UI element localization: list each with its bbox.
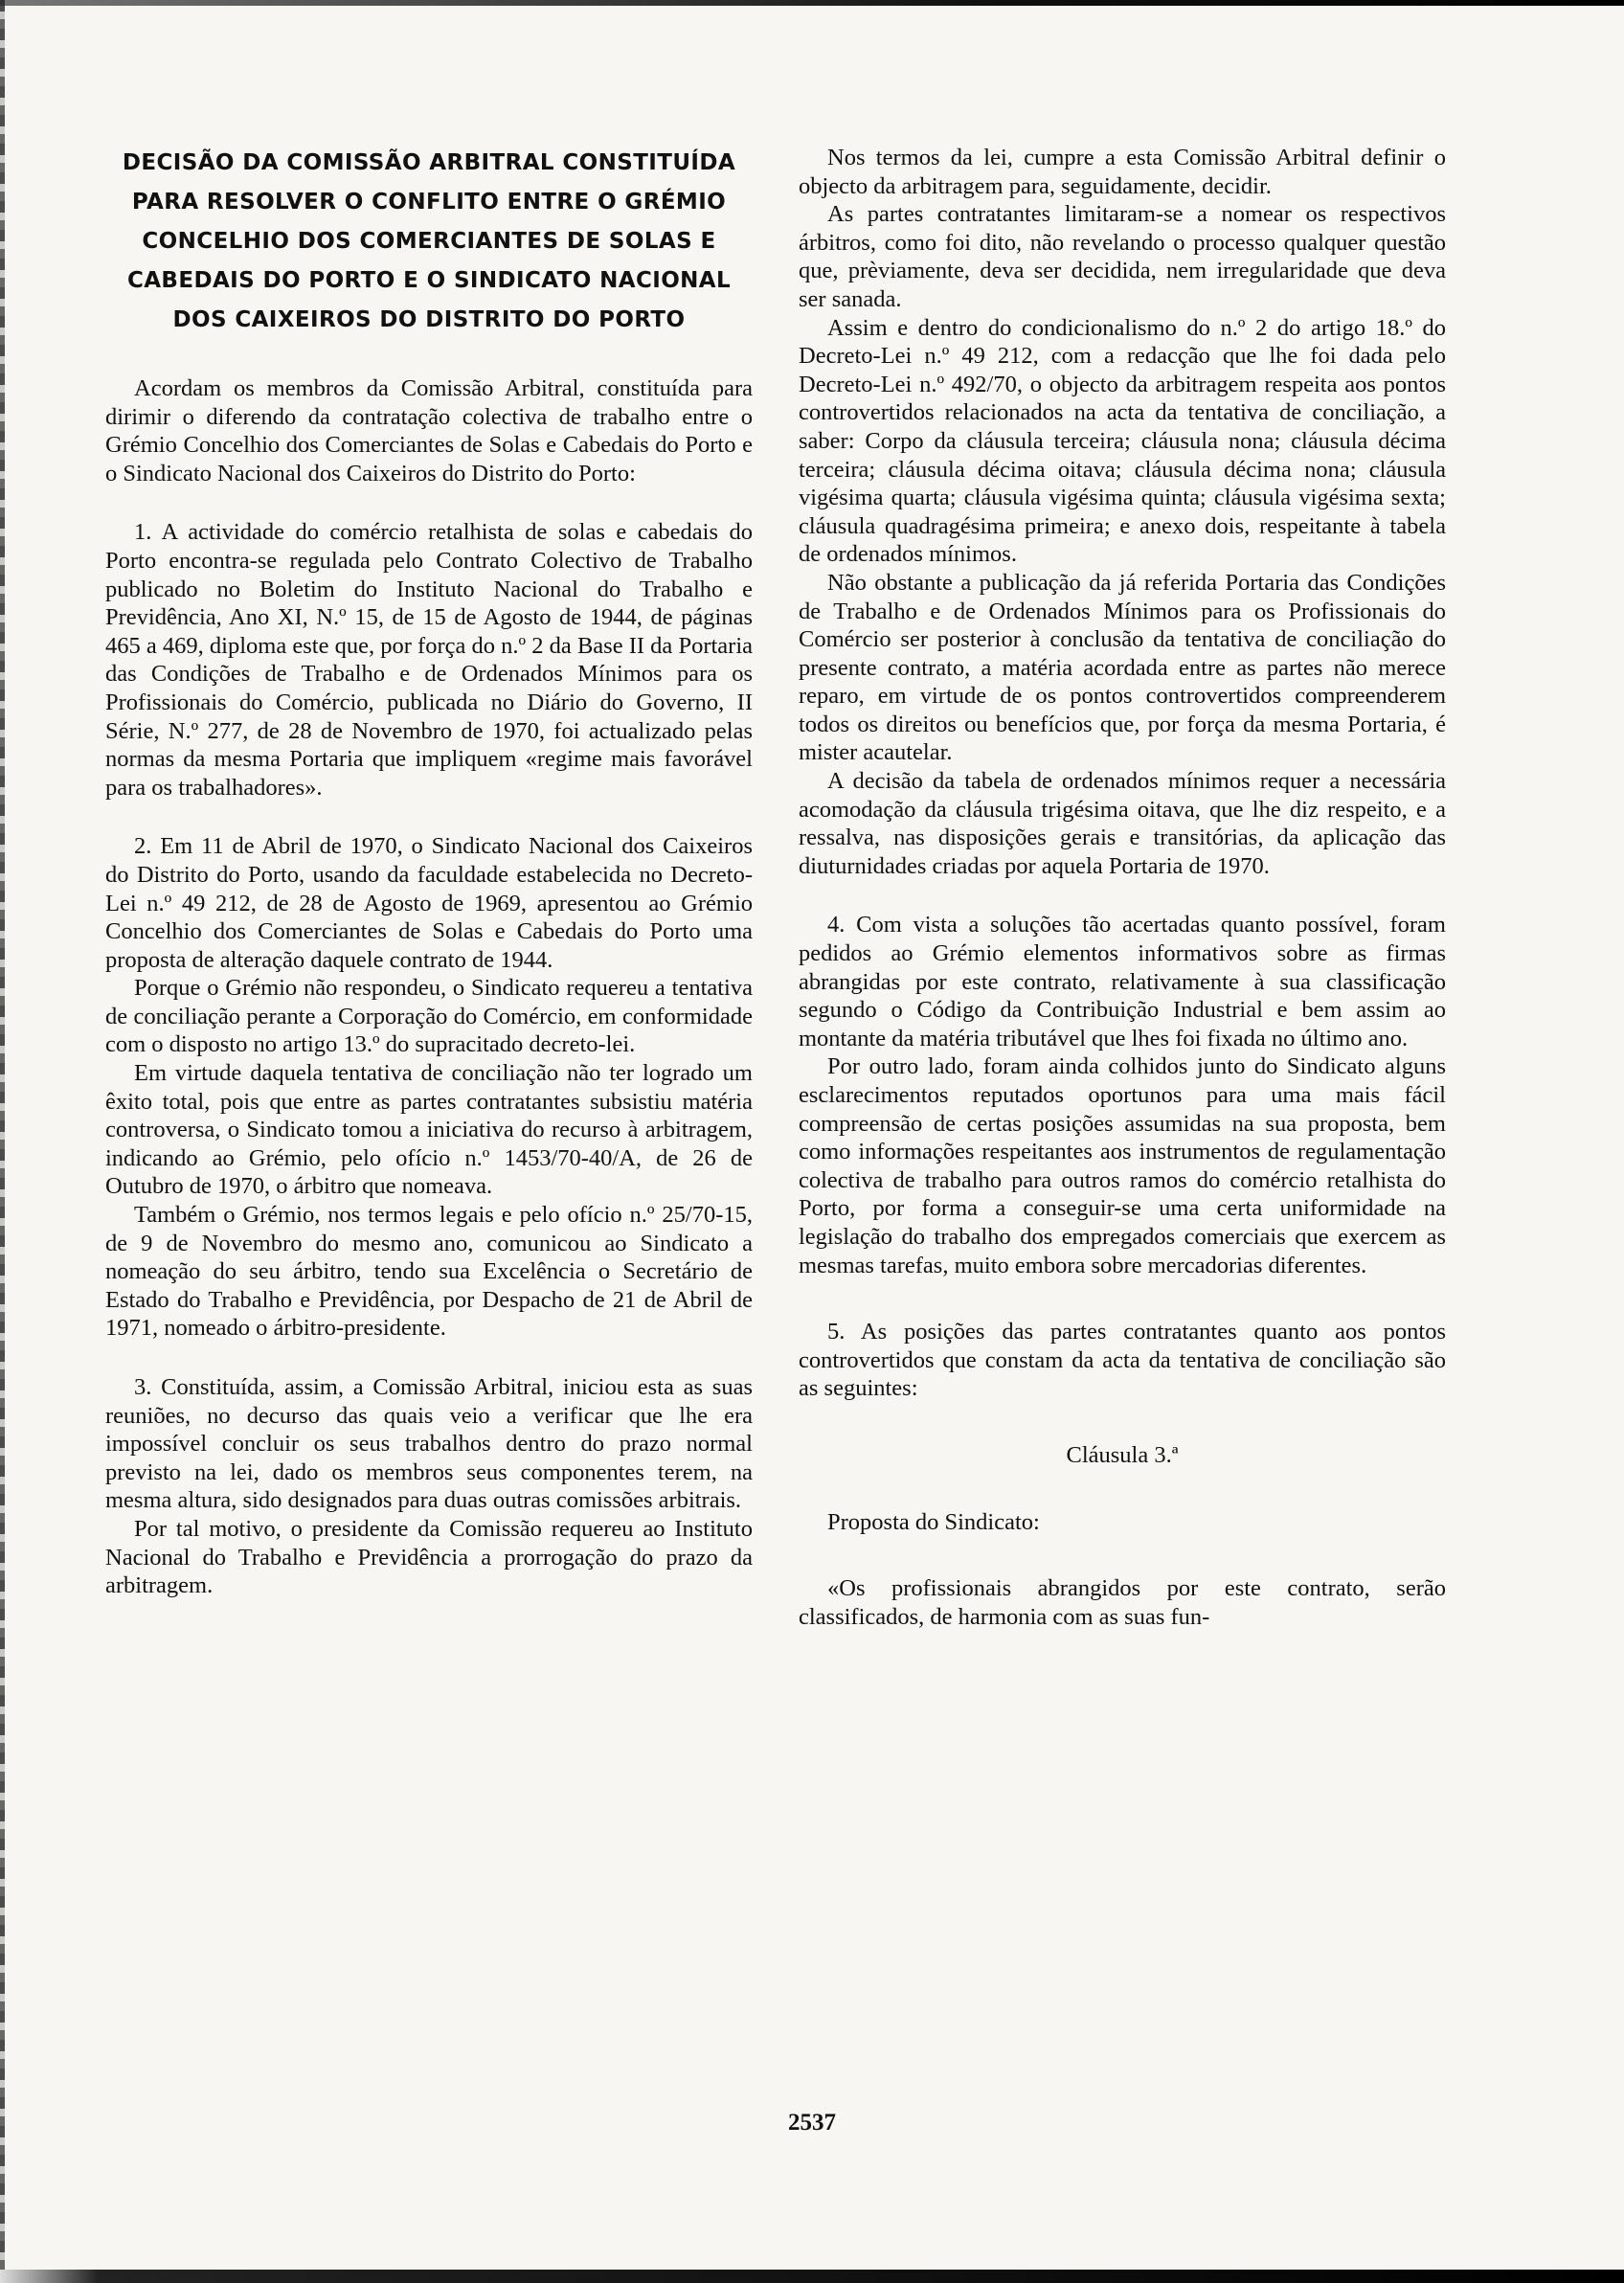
paragraph: Em virtude daquela tentativa de conciliação não ter logrado um êxito total, pois que entre as partes contratantes subsistiu matéria controversa, o Sindicato tomou a iniciativa do recurso à arbitragem, indicando ao Grémio, pelo ofício n.º 1453/70-40/A, de 26 de Outubro de 1970, o árbitro que nomeava. (105, 1060, 753, 1200)
paragraph: A decisão da tabela de ordenados mínimos requer a necessária acomodação da cláusula trigésima oitava, que lhe diz respeito, e a ressalva, nas disposições gerais e transitórias, da aplicação das diuturnidades criadas por aquela Portaria de 1970. (799, 768, 1446, 879)
paragraph: Porque o Grémio não respondeu, o Sindicato requereu a tentativa de conciliação perante a Corporação do Comércio, em conformidade com o disposto no artigo 13.º do supracitado decreto-lei. (105, 975, 753, 1058)
paragraph-section-5: 5. As posições das partes contratantes quanto aos pontos controvertidos que constam da acta da tentativa de conciliação são as seguintes: (799, 1319, 1446, 1402)
paragraph: Por outro lado, foram ainda colhidos junto do Sindicato alguns esclarecimentos reputados oportunos para uma mais fácil compreensão de certas posições assumidas na sua proposta, bem como informações respeitantes aos instrumentos de regulamentação colectiva de trabalho para outros ramos do comércio retalhista do Porto, por forma a conseguir-se uma certa uniformidade na legislação do trabalho dos empregados comerciais que exercem as mesmas tarefas, muito embora sobre mercadorias diferentes. (799, 1053, 1446, 1278)
paragraph-section-4: 4. Com vista a soluções tão acertadas quanto possível, foram pedidos ao Grémio elementos informativos sobre as firmas abrangidas por este contrato, relativamente à sua classificação segundo o Código da Contribuição Industrial e bem assim ao montante da matéria tributável que lhes foi fixada no último ano. (799, 912, 1446, 1051)
paragraph-section-1: 1. A actividade do comércio retalhista de solas e cabedais do Porto encontra-se regulada pelo Contrato Colectivo de Trabalho publicado no Boletim do Instituto Nacional do Trabalho e Previdência, Ano XI, N.º 15, de 15 de Agosto de 1944, de páginas 465 a 469, diploma este que, por força do n.º 2 da Base II da Portaria das Condições de Trabalho e de Ordenados Mínimos para os Profissionais do Comércio, publicada no Diário do Governo, II Série, N.º 277, de 28 de Novembro de 1970, foi actualizado pelas normas da mesma Portaria que impliquem «regime mais favorável para os trabalhadores». (105, 519, 753, 801)
document-heading: DECISÃO DA COMISSÃO ARBITRAL CONSTITUÍDA PARA RESOLVER O CONFLITO ENTRE O GRÉMIO CONCELHIO DOS COMERCIANTES DE SOLAS E CABEDAIS DO PORTO E O SINDICATO NACIONAL DOS CAIXEIROS DO DISTRITO DO PORTO (122, 150, 736, 332)
page-number: 2537 (788, 2110, 836, 2136)
scan-edge-bottom (0, 2270, 1624, 2283)
scan-edge-top (0, 0, 1624, 6)
paragraph-quote: «Os profissionais abrangidos por este contrato, serão classificados, de harmonia com as suas fun- (799, 1575, 1446, 1630)
clause-heading: Cláusula 3.ª (1066, 1441, 1179, 1468)
paragraph-section-3: 3. Constituída, assim, a Comissão Arbitral, iniciou esta as suas reuniões, no decurso das quais veio a verificar que lhe era impossível concluir os seus trabalhos dentro do prazo normal previsto na lei, dado os membros seus componentes terem, na mesma altura, sido designados para duas outras comissões arbitrais. (105, 1374, 753, 1514)
paragraph: Assim e dentro do condicionalismo do n.º 2 do artigo 18.º do Decreto-Lei n.º 49 212, com a redacção que lhe foi dada pelo Decreto-Lei n.º 492/70, o objecto da arbitragem respeita aos pontos controvertidos relacionados na acta da tentativa de conciliação, a saber: Corpo da cláusula terceira; cláusula nona; cláusula décima terceira; cláusula décima oitava; cláusula décima nona; cláusula vigésima quarta; cláusula vigésima quinta; cláusula vigésima sexta; cláusula quadragésima primeira; e anexo dois, respeitante à tabela de ordenados mínimos. (799, 314, 1446, 568)
right-column (799, 144, 1446, 1631)
paragraph: Nos termos da lei, cumpre a esta Comissão Arbitral definir o objecto da arbitragem para, seguidamente, decidir. (799, 145, 1446, 199)
paragraph: As partes contratantes limitaram-se a nomear os respectivos árbitros, como foi dito, não revelando o processo qualquer questão que, prèviamente, deva ser decidida, nem irregularidade que deva ser sanada. (799, 201, 1446, 312)
paragraph: Por tal motivo, o presidente da Comissão requereu ao Instituto Nacional do Trabalho e Previdência a prorrogação do prazo da arbitragem. (105, 1515, 753, 1599)
proposal-label: Proposta do Sindicato: (827, 1508, 1040, 1535)
paragraph-section-2: 2. Em 11 de Abril de 1970, o Sindicato Nacional dos Caixeiros do Distrito do Porto, usando da faculdade estabelecida no Decreto-Lei n.º 49 212, de 28 de Agosto de 1969, apresentou ao Grémio Concelhio dos Comerciantes de Solas e Cabedais do Porto uma proposta de alteração daquele contrato de 1944. (105, 833, 753, 973)
scan-edge-left (0, 0, 5, 2283)
paragraph: Não obstante a publicação da já referida Portaria das Condições de Trabalho e de Ordenados Mínimos para os Profissionais do Comércio ser posterior à conclusão da tentativa de conciliação do presente contrato, a matéria acordada entre as partes não merece reparo, em virtude de os pontos controvertidos compreenderem todos os direitos ou benefícios que, por força da mesma Portaria, é mister acautelar. (799, 569, 1446, 766)
paragraph-intro: Acordam os membros da Comissão Arbitral, constituída para dirimir o diferendo da contratação colectiva de trabalho entre o Grémio Concelhio dos Comerciantes de Solas e Cabedais do Porto e o Sindicato Nacional dos Caixeiros do Distrito do Porto: (105, 375, 753, 486)
left-column (105, 144, 753, 1600)
paragraph: Também o Grémio, nos termos legais e pelo ofício n.º 25/70-15, de 9 de Novembro do mesmo ano, comunicou ao Sindicato a nomeação do seu árbitro, tendo sua Excelência o Secretário de Estado do Trabalho e Previdência, por Despacho de 21 de Abril de 1971, nomeado o árbitro-presidente. (105, 1202, 753, 1342)
